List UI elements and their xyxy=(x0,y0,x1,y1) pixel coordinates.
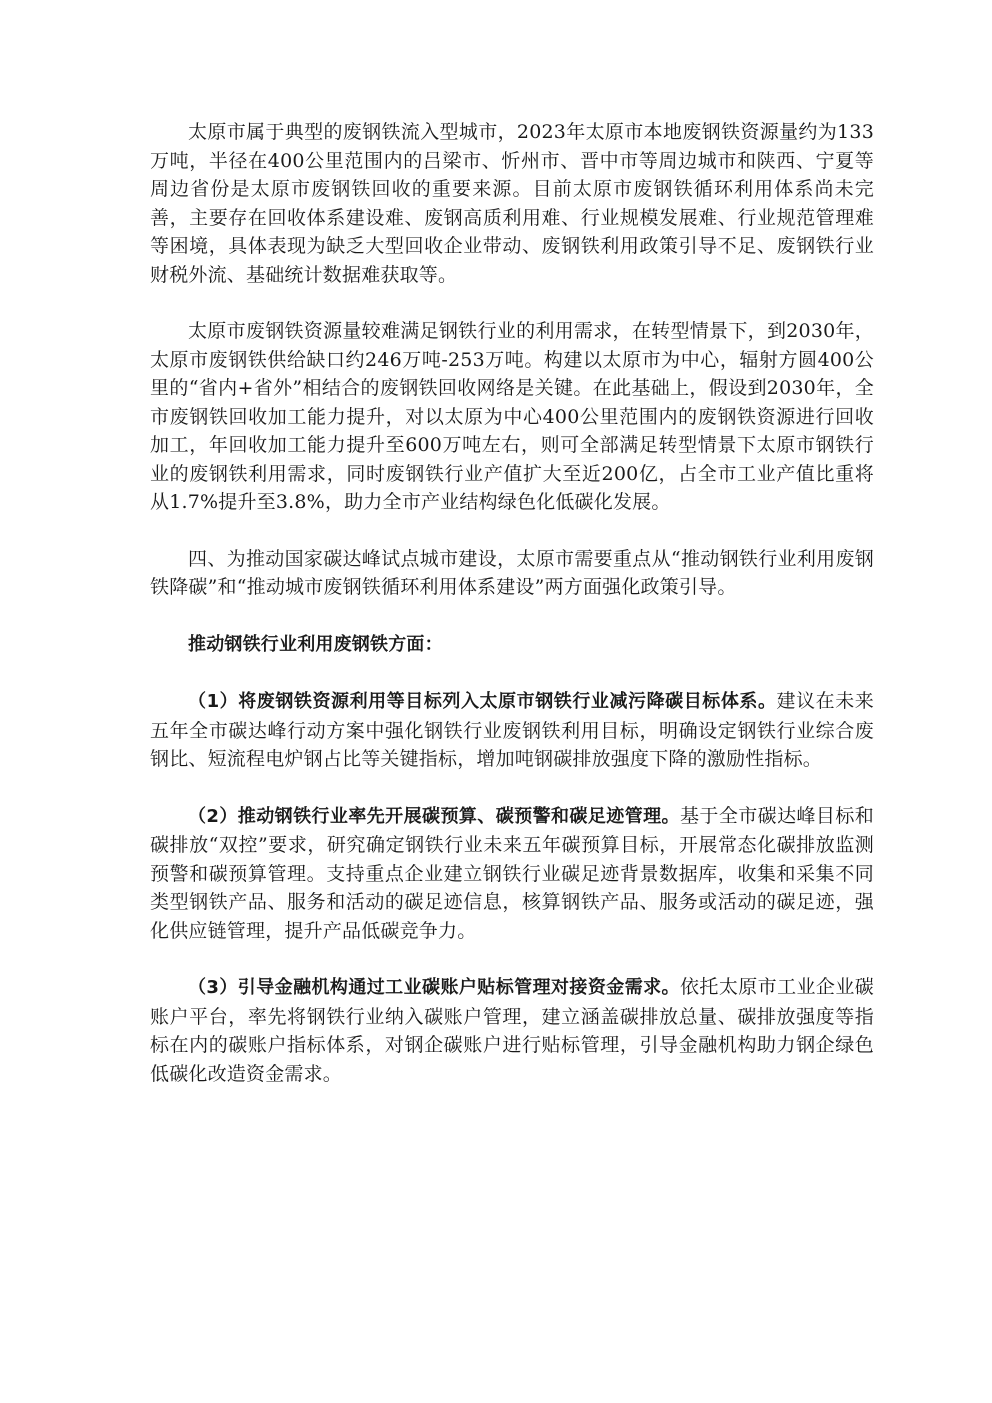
measure-1-lead: （1）将废钢铁资源利用等目标列入太原市钢铁行业减污降碳目标体系。 xyxy=(188,691,777,712)
measure-item-2 xyxy=(150,802,874,946)
paragraph-scrap-steel-inflow: 太原市属于典型的废钢铁流入型城市，2023年太原市本地废钢铁资源量约为133万吨，半径在400公里范围内的吕梁市、忻州市、晋中市等周边城市和陕西、宁夏等周边省份是太原市废钢铁回收的重要来源。目前太原市废钢铁循环利用体系尚未完善，主要存在回收体系建设难、废钢高质利用难、行业规模发展难、行业规范管理难等困境，具体表现为缺乏大型回收企业带动、废钢铁利用政策引导不足、废钢铁行业财税外流、基础统计数据难获取等。 xyxy=(150,121,874,286)
measure-3-lead: （3）引导金融机构通过工业碳账户贴标管理对接资金需求。 xyxy=(188,977,680,998)
measure-1-body: 建议在未来五年全市碳达峰行动方案中强化钢铁行业废钢铁利用目标，明确设定钢铁行业综合废钢比、短流程电炉钢占比等关键指标，增加吨钢碳排放强度下降的激励性指标。 xyxy=(150,690,874,770)
measure-3-body: 依托太原市工业企业碳账户平台，率先将钢铁行业纳入碳账户管理，建立涵盖碳排放总量、碳排放强度等指标在内的碳账户指标体系，对钢企碳账户进行贴标管理，引导金融机构助力钢企绿色低碳化改造资金需求。 xyxy=(150,976,874,1085)
paragraph-supply-gap: 太原市废钢铁资源量较难满足钢铁行业的利用需求，在转型情景下，到2030年，太原市废钢铁供给缺口约246万吨-253万吨。构建以太原市为中心，辐射方圆400公里的“省内+省外”相结合的废钢铁回收网络是关键。在此基础上，假设到2030年，全市废钢铁回收加工能力提升，对以太原为中心400公里范围内的废钢铁资源进行回收加工，年回收加工能力提升至600万吨左右，则可全部满足转型情景下太原市钢铁行业的废钢铁利用需求，同时废钢铁行业产值扩大至近200亿，占全市工业产值比重将从1.7%提升至3.8%，助力全市产业结构绿色化低碳化发展。 xyxy=(150,320,874,513)
measure-item-3 xyxy=(150,973,874,1088)
measure-item-1 xyxy=(150,687,874,774)
measure-2-lead: （2）推动钢铁行业率先开展碳预算、碳预警和碳足迹管理。 xyxy=(188,805,680,827)
section-heading-text: 推动钢铁行业利用废钢铁方面： xyxy=(188,633,443,655)
document-page xyxy=(150,118,874,1088)
measure-2-body: 基于全市碳达峰目标和碳排放“双控”要求，研究确定钢铁行业未来五年碳预算目标，开展常态化碳排放监测预警和碳预算管理。支持重点企业建立钢铁行业碳足迹背景数据库，收集和采集不同类型钢铁产品、服务和活动的碳足迹信息，核算钢铁产品、服务或活动的碳足迹，强化供应链管理，提升产品低碳竞争力。 xyxy=(150,804,874,942)
paragraph-policy-guidance: 四、为推动国家碳达峰试点城市建设，太原市需要重点从“推动钢铁行业利用废钢铁降碳”和“推动城市废钢铁循环利用体系建设”两方面强化政策引导。 xyxy=(150,547,874,598)
section-heading xyxy=(150,630,874,660)
